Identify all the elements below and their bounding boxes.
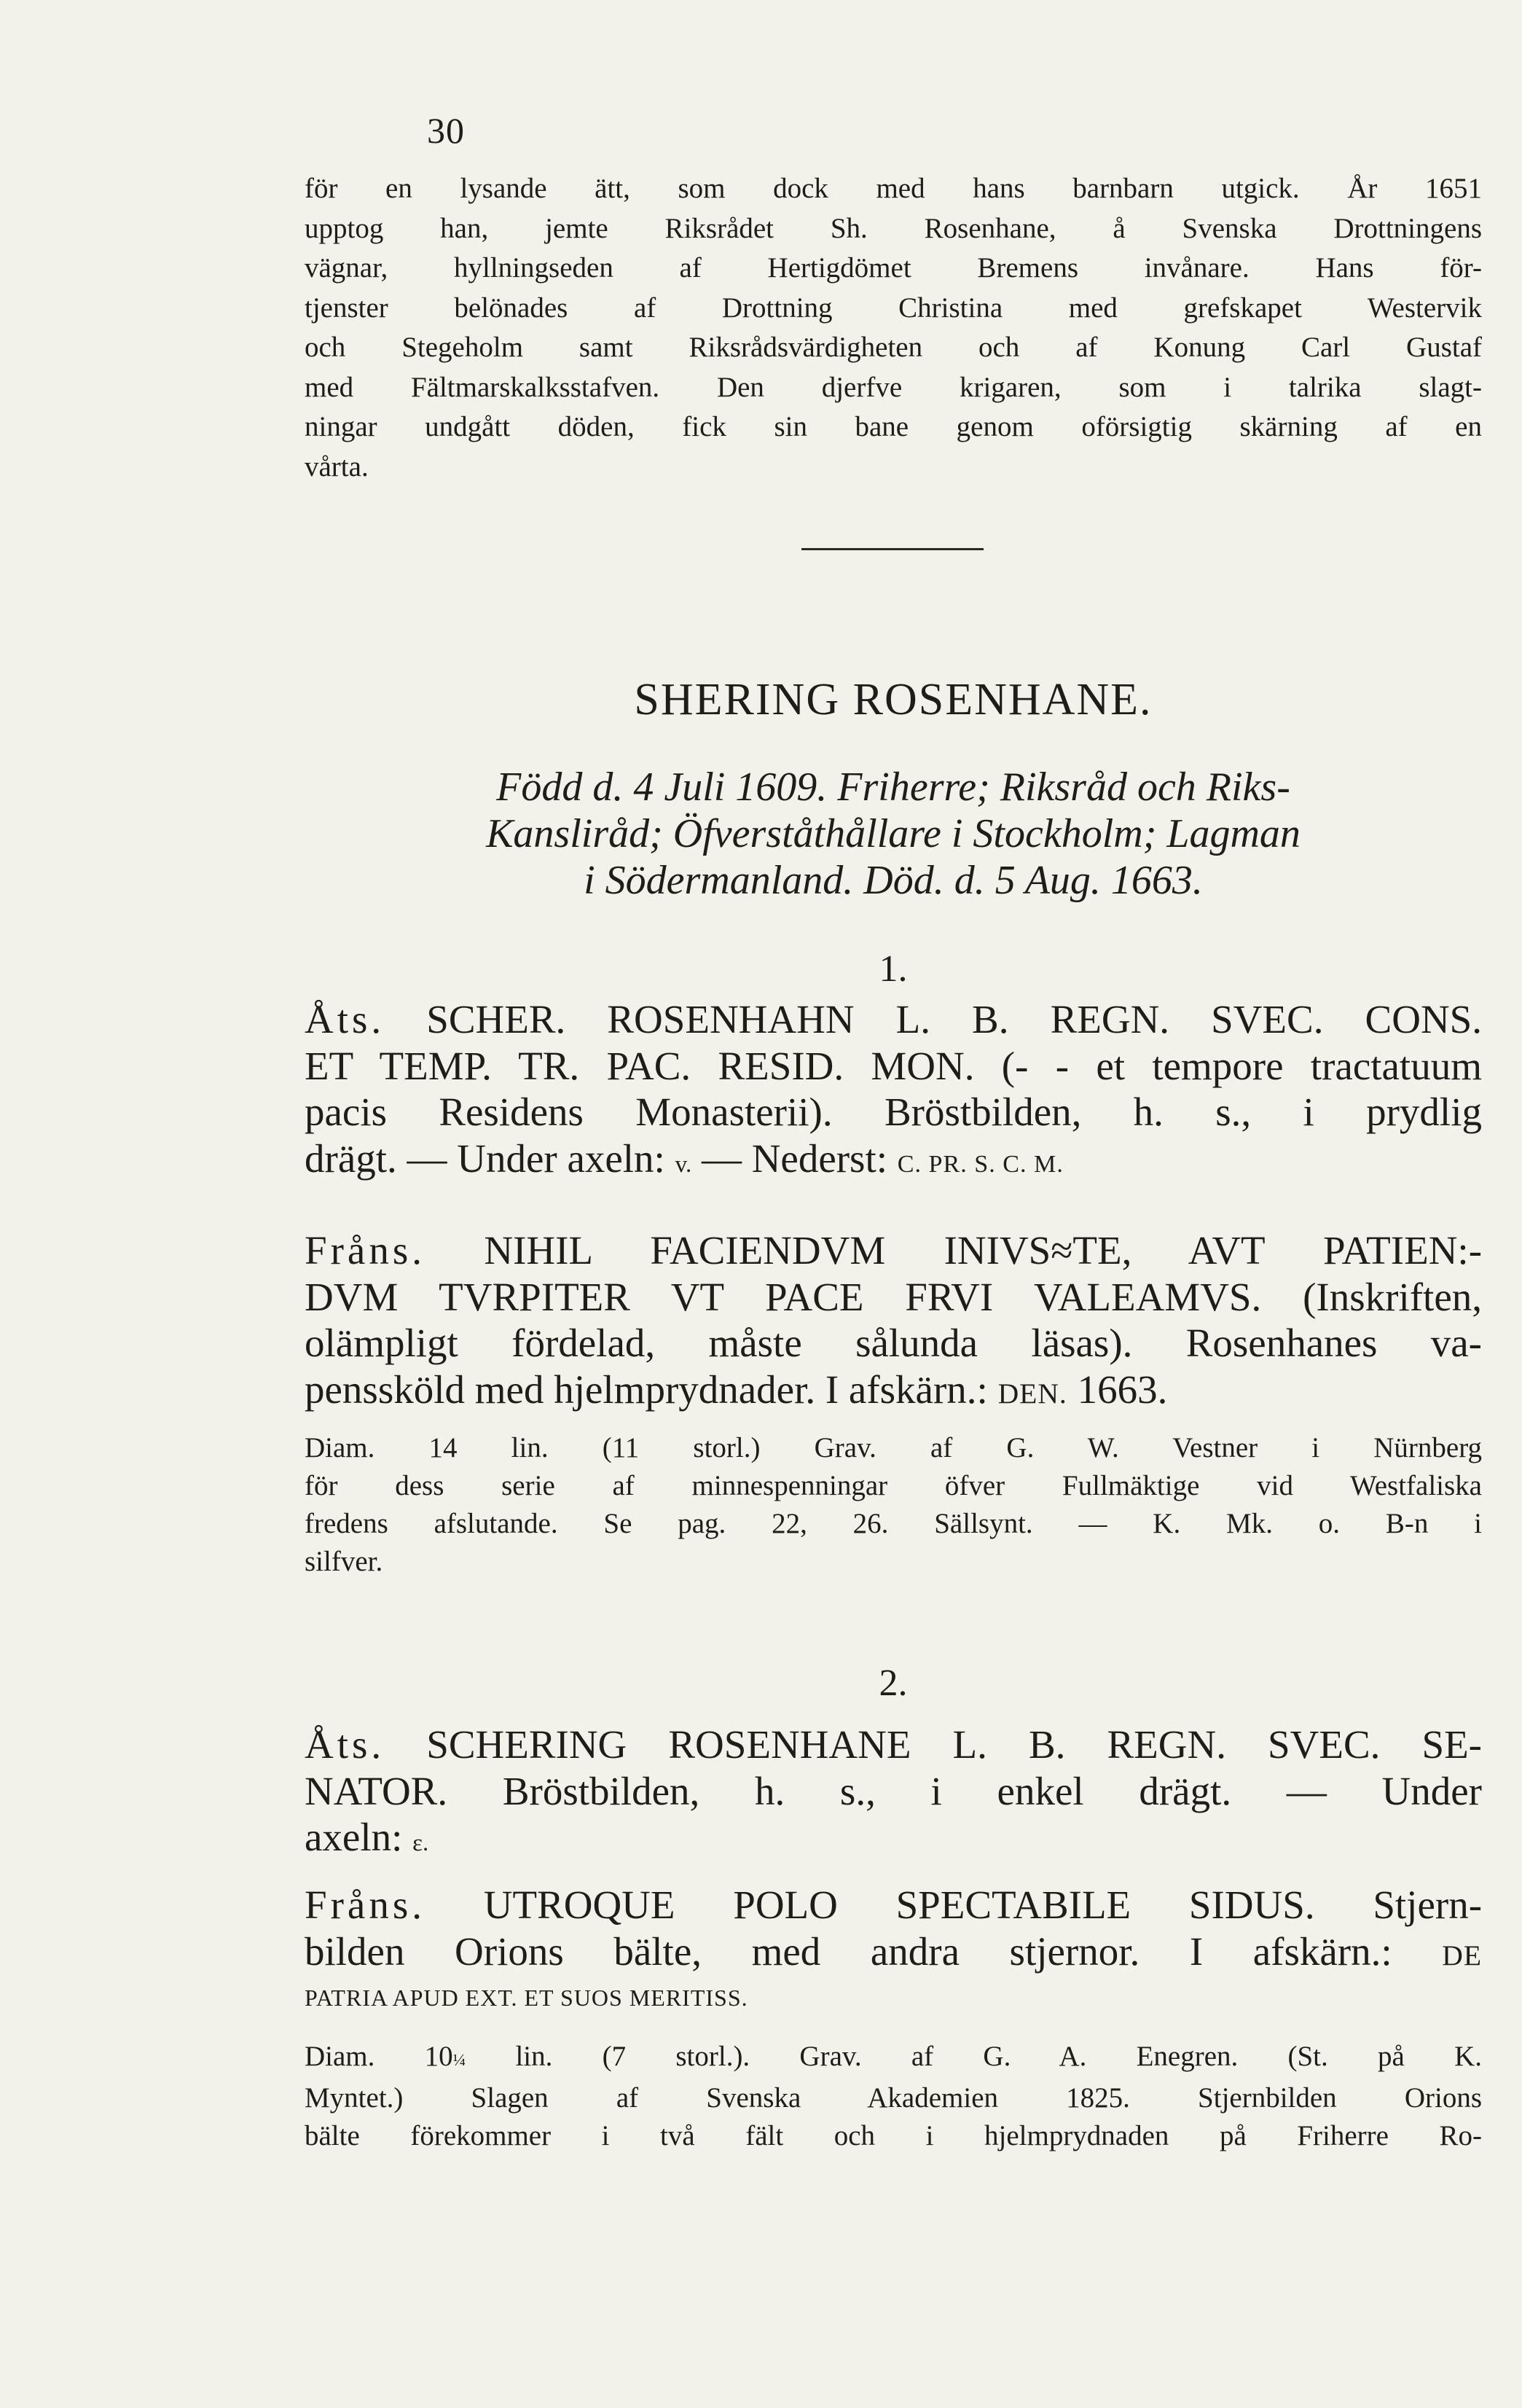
section-divider xyxy=(801,548,984,550)
text-line xyxy=(305,2038,1482,2079)
reverse-inscription: NIHIL FACIENDVM INIVS≈TE, AVT PATIEN:- xyxy=(484,1228,1483,1273)
text-fragment: drägt. — Under axeln: xyxy=(305,1135,665,1181)
text-line: för dess serie af minnespenningar öfver Fullmäktige vid Westfaliska xyxy=(305,1470,1482,1501)
text-line xyxy=(305,1814,1482,1867)
text-line xyxy=(305,1928,1482,1979)
text-fragment: Diam. 10 xyxy=(305,2041,453,2072)
page-number: 30 xyxy=(427,110,465,151)
reverse-exergue: PATRIA APUD EXT. ET SUOS MERITISS. xyxy=(305,1985,748,2011)
text-line: Diam. 14 lin. (11 storl.) Grav. af G. W. Vestner i Nürnberg xyxy=(305,1432,1482,1463)
reverse-year: 1663. xyxy=(1077,1367,1168,1412)
obverse-inscription: SCHERING ROSENHANE L. B. REGN. SVEC. SE- xyxy=(426,1722,1482,1767)
medal-1-note xyxy=(305,1429,1482,1581)
text-line: och Stegeholm samt Riksrådsvärdigheten och af Konung Carl Gustaf xyxy=(305,332,1482,363)
text-line: olämpligt fördelad, måste sålunda läsas). Rosenhanes va- xyxy=(305,1321,1482,1365)
text-line: vårta. xyxy=(305,450,369,482)
obverse-mark: ε. xyxy=(412,1830,429,1856)
obverse-label: Åts. xyxy=(305,997,385,1041)
text-line xyxy=(305,1227,1482,1274)
obverse-bottom-mark: C. PR. S. C. M. xyxy=(897,1150,1064,1178)
text-fragment: lin. (7 storl.). Grav. af G. A. Enegren. (St. på K. xyxy=(515,2041,1482,2072)
reverse-exergue-start: DE xyxy=(1442,1939,1483,1971)
intro-paragraph xyxy=(305,169,1482,487)
text-line: med Fältmarskalksstafven. Den djerfve krigaren, som i talrika slagt- xyxy=(305,371,1482,403)
subheading-line: Kansliråd; Öfverståthållare i Stockholm; Lagman xyxy=(486,811,1301,856)
text-line xyxy=(305,1135,1482,1189)
text-line: vägnar, hyllningseden af Hertigdömet Bremens invånare. Hans för- xyxy=(305,252,1482,284)
medal-2-note xyxy=(305,2038,1482,2155)
medal-2-reverse xyxy=(305,1882,1482,2017)
text-line xyxy=(305,1367,1482,1418)
medal-2-number: 2. xyxy=(879,1662,908,1704)
text-fragment: — Nederst: xyxy=(701,1135,888,1181)
text-line: bälte förekommer i två fält och i hjelmprydnaden på Friherre Ro- xyxy=(305,2120,1482,2151)
reverse-label: Fråns. xyxy=(305,1228,425,1273)
reverse-label: Fråns. xyxy=(305,1883,425,1927)
text-fragment: penssköld med hjelmprydnader. I afskärn.: xyxy=(305,1367,988,1412)
section-heading: SHERING ROSENHANE. xyxy=(634,675,1153,724)
obverse-mark: v. xyxy=(675,1151,692,1178)
text-fragment: bilden Orions bälte, med andra stjernor. I afskärn.: xyxy=(305,1928,1392,1974)
text-line xyxy=(305,1882,1482,1928)
text-line: Myntet.) Slagen af Svenska Akademien 1825. Stjernbilden Orions xyxy=(305,2082,1482,2114)
reverse-inscription: UTROQUE POLO SPECTABILE SIDUS. Stjern- xyxy=(483,1883,1483,1927)
text-line: ET TEMP. TR. PAC. RESID. MON. (- - et tempore tractatuum xyxy=(305,1043,1482,1088)
diameter-fraction: ¼ xyxy=(452,2051,466,2070)
text-line xyxy=(305,996,1482,1043)
text-line xyxy=(305,1721,1482,1768)
obverse-inscription: SCHER. ROSENHAHN L. B. REGN. SVEC. CONS. xyxy=(426,997,1483,1041)
obverse-label: Åts. xyxy=(305,1722,385,1767)
medal-1-reverse xyxy=(305,1227,1482,1417)
text-line: pacis Residens Monasterii). Bröstbilden, h. s., i prydlig xyxy=(305,1090,1482,1134)
text-fragment: axeln: xyxy=(305,1815,403,1859)
text-line: upptog han, jemte Riksrådet Sh. Rosenhane, å Svenska Drottningens xyxy=(305,212,1482,244)
subheading-line: Född d. 4 Juli 1609. Friherre; Riksråd och Riks- xyxy=(496,765,1290,810)
biography-subheading xyxy=(305,764,1482,904)
text-line: för en lysande ätt, som dock med hans barnbarn utgick. År 1651 xyxy=(305,173,1482,204)
medal-1-number: 1. xyxy=(879,948,908,990)
text-line: ningar undgått döden, fick sin bane genom oförsigtig skärning af en xyxy=(305,411,1482,442)
text-line: DVM TVRPITER VT PACE FRVI VALEAMVS. (Inskriften, xyxy=(305,1274,1482,1319)
medal-2-obverse xyxy=(305,1721,1482,1867)
text-line: NATOR. Bröstbilden, h. s., i enkel drägt. — Under xyxy=(305,1768,1482,1813)
text-line: fredens afslutande. Se pag. 22, 26. Sällsynt. — K. Mk. o. B-n i xyxy=(305,1508,1482,1539)
subheading-line: i Södermanland. Död. d. 5 Aug. 1663. xyxy=(584,858,1203,903)
text-line: tjenster belönades af Drottning Christina med grefskapet Westervik xyxy=(305,292,1482,324)
text-line: silfver. xyxy=(305,1546,383,1577)
reverse-exergue: DEN. xyxy=(997,1377,1067,1410)
medal-1-obverse xyxy=(305,996,1482,1188)
